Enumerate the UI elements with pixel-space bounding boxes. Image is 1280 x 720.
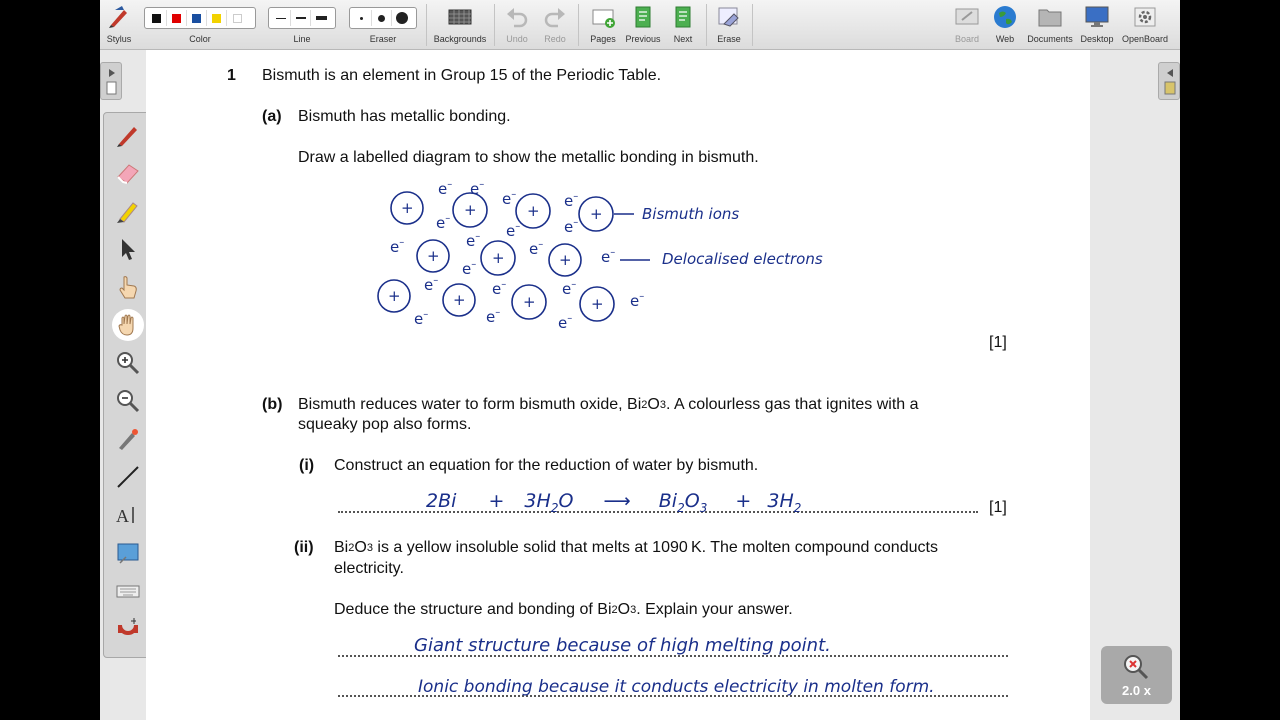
formula-o: O [354, 539, 367, 556]
erase-label: Erase [717, 34, 741, 44]
ion-plus-sign: + [453, 291, 466, 309]
line-thick-option[interactable] [311, 10, 331, 26]
subscript: 3 [699, 500, 708, 515]
magnifier-tool-button[interactable] [112, 613, 144, 645]
openboard-label: OpenBoard [1121, 34, 1169, 44]
toolbar-divider [578, 4, 579, 46]
line-width-swatches [268, 7, 336, 29]
electron-symbol: e– [486, 307, 501, 326]
equation-o: O [684, 490, 700, 512]
monitor-icon [1084, 4, 1110, 30]
subscript: 3 [630, 604, 637, 616]
line-tool-button[interactable] [112, 461, 144, 493]
electron-symbol: e– [470, 179, 485, 198]
metallic-bonding-diagram [366, 178, 866, 333]
equation-answer [426, 490, 801, 515]
previous-page-icon [630, 4, 656, 30]
desktop-label: Desktop [1080, 34, 1114, 44]
color-swatches [144, 7, 256, 29]
toolbar-divider [426, 4, 427, 46]
part-b-label: (b) [262, 396, 283, 413]
bismuth-ions-label: Bismuth ions [642, 205, 740, 223]
equation-product-bi2o3: Bi [658, 490, 678, 512]
documents-label: Documents [1027, 34, 1073, 44]
stylus-icon [106, 4, 132, 30]
laser-pointer-icon [114, 425, 142, 453]
gear-icon [1132, 4, 1158, 30]
ion-plus-sign: + [527, 202, 540, 220]
eraser-label: Eraser [369, 34, 397, 44]
text-tool-button[interactable] [112, 499, 144, 531]
main-toolbar [100, 0, 1180, 50]
ion-plus-sign: + [427, 247, 440, 265]
electron-symbol: e– [630, 291, 645, 310]
redo-button[interactable] [540, 0, 570, 50]
equation-product-h2: 3H [767, 490, 794, 512]
interact-tool-button[interactable] [112, 271, 144, 303]
ion-plus-sign: + [559, 251, 572, 269]
electron-symbol: e– [436, 213, 451, 232]
subscript: 2 [793, 500, 802, 515]
electron-symbol: e– [390, 237, 405, 256]
stylus-button[interactable] [104, 0, 134, 50]
equation-plus: + [735, 490, 752, 512]
pen-tool-button[interactable] [112, 119, 144, 151]
collapse-arrow-icon [1159, 63, 1180, 101]
line-thin-option[interactable] [271, 10, 291, 26]
globe-icon [992, 4, 1018, 30]
keyboard-icon [114, 577, 142, 605]
electron-symbol: e– [506, 221, 521, 240]
zoom-level: 2.0 x [1122, 683, 1151, 698]
part-b-text [298, 395, 1009, 415]
part-a-label: (a) [262, 108, 282, 125]
ion-plus-sign: + [590, 205, 603, 223]
laser-pointer-tool-button[interactable] [112, 423, 144, 455]
board-label: Board [954, 34, 980, 44]
hand-icon [114, 311, 142, 339]
deduce-text-start: Deduce the structure and bonding of Bi [334, 601, 612, 618]
undo-icon [504, 4, 530, 30]
electron-symbol: e– [414, 309, 429, 328]
next-label: Next [673, 34, 693, 44]
color-label: Color [189, 34, 211, 44]
left-panel-toggle[interactable] [100, 62, 122, 100]
electron-symbol: e– [424, 275, 439, 294]
folder-icon [1037, 4, 1063, 30]
screen-capture-icon [114, 539, 142, 567]
color-swatch-blue[interactable] [187, 10, 207, 26]
toolbar-divider [752, 4, 753, 46]
hand-tool-button[interactable] [112, 309, 144, 341]
magnet-icon [114, 615, 142, 643]
highlighter-tool-button[interactable] [112, 195, 144, 227]
electron-symbol: e– [564, 217, 579, 236]
subscript: 3 [366, 542, 373, 554]
stylus-label: Stylus [106, 34, 132, 44]
undo-label: Undo [506, 34, 528, 44]
desktop-mode-button[interactable] [1078, 0, 1116, 50]
part-a-instruction: Draw a labelled diagram to show the metallic bonding in bismuth. [298, 149, 759, 166]
document-page [146, 50, 1090, 720]
eraser-group [349, 0, 417, 50]
color-group [144, 0, 256, 50]
part-b-text-start: Bismuth reduces water to form bismuth oxide, Bi [298, 396, 642, 413]
part-b-text-end: . A colourless gas that ignites with a [665, 396, 919, 413]
formula-o: O [617, 601, 631, 618]
equation-reactant-bi: 2Bi [426, 490, 457, 512]
electron-symbol: e– [558, 313, 573, 332]
part-ii-text-line2: electricity. [334, 560, 404, 577]
subscript: 3 [659, 399, 666, 411]
eraser-small-option[interactable] [352, 10, 372, 26]
color-swatch-yellow[interactable] [207, 10, 227, 26]
formula-bi: Bi [334, 539, 349, 556]
part-ii-text [334, 538, 1009, 558]
deduce-text-end: . Explain your answer. [636, 601, 793, 618]
next-page-icon [670, 4, 696, 30]
erase-page-button[interactable] [712, 0, 746, 50]
ion-plus-sign: + [388, 287, 401, 305]
previous-label: Previous [625, 34, 661, 44]
redo-icon [542, 4, 568, 30]
board-mode-button[interactable] [950, 0, 984, 50]
ion-plus-sign: + [464, 201, 477, 219]
pages-label: Pages [590, 34, 616, 44]
redo-label: Redo [544, 34, 566, 44]
answer-line-2-text: Ionic bonding because it conducts electricity in molten form. [418, 677, 935, 697]
undo-button[interactable] [502, 0, 532, 50]
next-page-button[interactable] [666, 0, 700, 50]
arrow-pointer-icon [114, 235, 142, 263]
pen-icon [114, 121, 142, 149]
part-ii-deduce [334, 600, 793, 620]
right-panel-toggle[interactable] [1158, 62, 1180, 100]
ion-plus-sign: + [523, 293, 536, 311]
erase-page-icon [716, 4, 742, 30]
electron-symbol: e– [529, 239, 544, 258]
part-b-text-line2: squeaky pop also forms. [298, 416, 472, 433]
part-ii-label: (ii) [294, 539, 314, 556]
color-swatch-white[interactable] [227, 10, 247, 26]
part-i-text: Construct an equation for the reduction of water by bismuth. [334, 457, 759, 474]
virtual-keyboard-button[interactable] [112, 575, 144, 607]
subscript: 2 [348, 542, 355, 554]
line-medium-option[interactable] [291, 10, 311, 26]
zoom-magnifier-icon [1121, 652, 1151, 682]
electron-symbol: e– [502, 189, 517, 208]
electron-symbol: e– [438, 179, 453, 198]
openboard-menu-button[interactable] [1118, 0, 1172, 50]
eraser-icon [114, 159, 142, 187]
line-group [268, 0, 336, 50]
electron-symbol: e– [564, 191, 579, 210]
electron-symbol: e– [562, 279, 577, 298]
tool-palette [103, 112, 151, 658]
line-label: Line [293, 34, 311, 44]
equation-plus: + [488, 490, 505, 512]
web-label: Web [995, 34, 1015, 44]
previous-page-button[interactable] [624, 0, 662, 50]
question-text: Bismuth is an element in Group 15 of the Periodic Table. [262, 67, 662, 84]
documents-mode-button[interactable] [1026, 0, 1074, 50]
subscript: 2 [550, 500, 559, 515]
pages-button[interactable] [586, 0, 620, 50]
backgrounds-grid-icon [447, 4, 473, 30]
electron-symbol: e– [462, 259, 477, 278]
equation-o: O [558, 490, 574, 512]
delocalised-electrons-label: Delocalised electrons [662, 250, 823, 268]
answer-line-1-text: Giant structure because of high melting point. [414, 635, 831, 656]
eraser-size-swatches [349, 7, 417, 29]
electron-symbol: e– [492, 279, 507, 298]
capture-tool-button[interactable] [112, 537, 144, 569]
electron-symbol: e– [466, 231, 481, 250]
selector-tool-button[interactable] [112, 233, 144, 265]
question-number: 1 [227, 67, 236, 84]
color-swatch-red[interactable] [167, 10, 187, 26]
ion-plus-sign: + [492, 249, 505, 267]
part-a-marks: [1] [989, 334, 1007, 351]
eraser-medium-option[interactable] [372, 10, 392, 26]
highlighter-icon [114, 197, 142, 225]
web-mode-button[interactable] [988, 0, 1022, 50]
reaction-arrow: ⟶ [603, 490, 631, 512]
zoom-out-icon [114, 387, 142, 415]
equation-reactant-h2o: 3H [524, 490, 551, 512]
zoom-indicator[interactable] [1101, 646, 1172, 704]
eraser-large-option[interactable] [392, 10, 412, 26]
line-icon [114, 463, 142, 491]
subscript: 2 [677, 500, 685, 515]
add-page-icon [590, 4, 616, 30]
openboard-window [100, 0, 1180, 720]
zoom-in-icon [114, 349, 142, 377]
svg-text:A: A [116, 506, 129, 526]
color-swatch-black[interactable] [147, 10, 167, 26]
eraser-tool-button[interactable] [112, 157, 144, 189]
subscript: 2 [641, 399, 648, 411]
part-i-label: (i) [299, 457, 315, 474]
backgrounds-label: Backgrounds [433, 34, 487, 44]
part-ii-description: is a yellow insoluble solid that melts at 1090 K. The molten compound conducts [372, 539, 938, 556]
board-icon [954, 4, 980, 30]
electron-symbol: e– [601, 247, 616, 266]
toolbar-divider [706, 4, 707, 46]
toolbar-divider [494, 4, 495, 46]
ion-plus-sign: + [401, 199, 414, 217]
text-icon [114, 501, 142, 529]
subscript: 2 [611, 604, 618, 616]
zoom-in-tool-button[interactable] [112, 347, 144, 379]
ion-plus-sign: + [591, 295, 604, 313]
pointing-hand-icon [114, 273, 142, 301]
backgrounds-button[interactable] [430, 0, 490, 50]
part-i-marks: [1] [989, 499, 1007, 516]
zoom-out-tool-button[interactable] [112, 385, 144, 417]
part-b-text-o: O [647, 396, 660, 413]
expand-arrow-icon [101, 63, 123, 101]
part-a-text: Bismuth has metallic bonding. [298, 108, 511, 125]
